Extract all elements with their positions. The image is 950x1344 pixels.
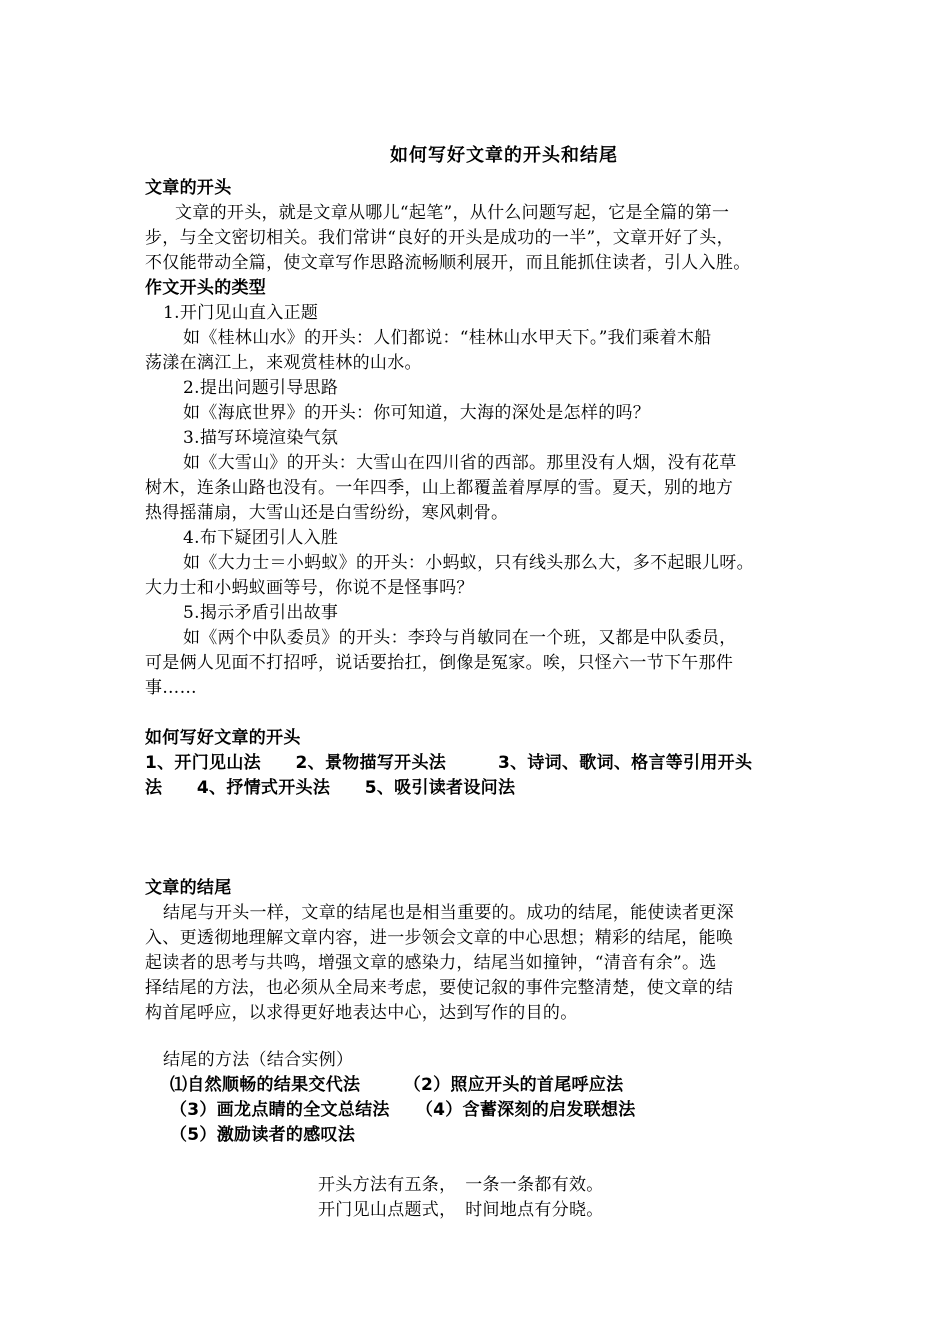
paragraph-line: 树木，连条山路也没有。一年四季，山上都覆盖着厚厚的雪。夏天，别的地方 [145,478,734,498]
section-heading-how-to-open: 如何写好文章的开头 [145,728,301,748]
paragraph-line: 文章的开头，就是文章从哪儿“起笔”，从什么问题写起，它是全篇的第一 [175,203,730,223]
ending-method-line: （3）画龙点睛的全文总结法 （4）含蓄深刻的启发联想法 [170,1100,636,1120]
paragraph-line: 如《大雪山》的开头：大雪山在四川省的西部。那里没有人烟，没有花草 [183,453,737,473]
paragraph-line: 荡漾在漓江上，来观赏桂林的山水。 [145,353,422,373]
ending-method-line: ⑴自然顺畅的结果交代法 （2）照应开头的首尾呼应法 [170,1075,624,1095]
method-list-line: 法 4、抒情式开头法 5、吸引读者设问法 [145,778,516,798]
list-item: 1.开门见山直入正题 [163,303,319,323]
list-item: 2.提出问题引导思路 [183,378,339,398]
list-item: 5.揭示矛盾引出故事 [183,603,339,623]
verse-line: 开门见山点题式， 时间地点有分晓。 [318,1200,604,1220]
section-heading-ending: 文章的结尾 [145,878,232,898]
ending-methods-heading: 结尾的方法（结合实例） [163,1050,354,1070]
paragraph-line: 大力士和小蚂蚁画等号，你说不是怪事吗？ [145,578,474,598]
paragraph-line: 步，与全文密切相关。我们常讲“良好的开头是成功的一半”，文章开好了头， [145,228,734,248]
section-heading-types: 作文开头的类型 [145,278,267,298]
verse-line: 开头方法有五条， 一条一条都有效。 [318,1175,604,1195]
document-title: 如何写好文章的开头和结尾 [390,145,618,166]
paragraph-line: 如《桂林山水》的开头：人们都说：“桂林山水甲天下。”我们乘着木船 [183,328,712,348]
section-heading-opening: 文章的开头 [145,178,232,198]
paragraph-line: 不仅能带动全篇，使文章写作思路流畅顺利展开，而且能抓住读者，引人入胜。 [145,253,751,273]
method-list-line: 1、开门见山法 2、景物描写开头法 3、诗词、歌词、格言等引用开头 [145,753,753,773]
paragraph-line: 入、更透彻地理解文章内容，进一步领会文章的中心思想；精彩的结尾，能唤 [145,928,734,948]
paragraph-line: 起读者的思考与共鸣，增强文章的感染力，结尾当如撞钟，“清音有余”。选 [145,953,717,973]
paragraph-line: 可是俩人见面不打招呼，说话要抬扛，倒像是冤家。唉，只怪六一节下午那件 [145,653,734,673]
ending-method-line: （5）激励读者的感叹法 [170,1125,356,1145]
paragraph-line: 构首尾呼应，以求得更好地表达中心，达到写作的目的。 [145,1003,578,1023]
paragraph-line: 如《两个中队委员》的开头：李玲与肖敏同在一个班，又都是中队委员， [183,628,737,648]
list-item: 3.描写环境渲染气氛 [183,428,339,448]
paragraph-line: 事…… [145,678,197,698]
paragraph-line: 如《海底世界》的开头：你可知道，大海的深处是怎样的吗？ [183,403,651,423]
list-item: 4.布下疑团引人入胜 [183,528,339,548]
paragraph-line: 如《大力士＝小蚂蚁》的开头：小蚂蚁，只有线头那么大，多不起眼儿呀。 [183,553,754,573]
paragraph-line: 热得摇蒲扇，大雪山还是白雪纷纷，寒风刺骨。 [145,503,509,523]
paragraph-line: 结尾与开头一样，文章的结尾也是相当重要的。成功的结尾，能使读者更深 [163,903,734,923]
paragraph-line: 择结尾的方法，也必须从全局来考虑，要使记叙的事件完整清楚，使文章的结 [145,978,734,998]
